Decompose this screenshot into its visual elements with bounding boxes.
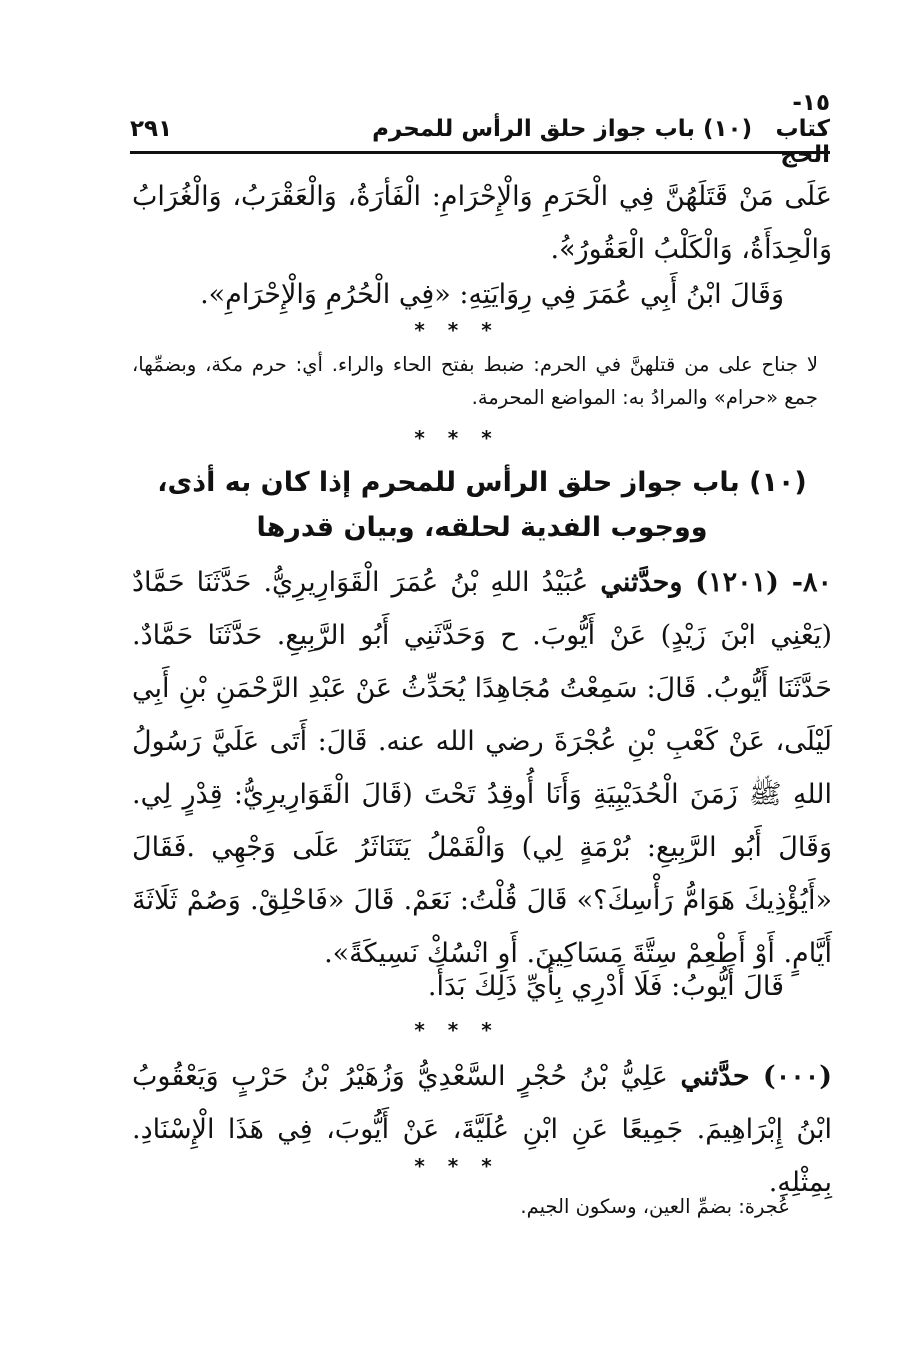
ayyub-comment: قَالَ أَيُّوبُ: فَلَا أَدْرِي بِأَيِّ ذَلِكَ بَدَأَ.	[427, 971, 784, 1002]
hadith-000-text: عَلِيُّ بْنُ حُجْرٍ السَّعْدِيُّ وَزُهَيْرُ بْنُ حَرْبٍ وَيَعْقُوبُ ابْنُ إِبْرَاهِيمَ. جَمِيعًا عَنِ ابْنِ عُلَيَّةَ، عَنْ أَيُّوبَ، فِي هَذَا الْإِسْنَادِ. بِمِثْلِهِ.	[132, 1061, 832, 1198]
chapter-heading-line2: ووجوب الفدية لحلقه، وبيان قدرها	[256, 512, 708, 543]
hadith-continuation: عَلَى مَنْ قَتَلَهُنَّ فِي الْحَرَمِ وَالْإِحْرَامِ: الْفَأرَةُ، وَالْعَقْرَبُ، وَالْغُرَابُ وَالْحِدَأَةُ، وَالْكَلْبُ الْعَقُورُ»ُ.	[132, 181, 832, 265]
section-divider: * * *	[414, 1018, 500, 1042]
section-divider: * * *	[414, 318, 500, 342]
hadith-000	[132, 1050, 832, 1209]
footnote-ujra: عُجرة: بضمِّ العين، وسكون الجيم.	[520, 1195, 790, 1218]
running-header	[130, 90, 830, 168]
chapter-heading-line1: (١٠) باب جواز حلق الرأس للمحرم إذا كان به أذى،	[157, 467, 807, 498]
hadith-80	[132, 556, 832, 980]
footnote-haram: لا جناح على من قتلهنَّ في الحرم: ضبط بفتح الحاء والراء. أي: حرم مكة، وبضمِّها، جمع «حرام» والمرادُ به: المواضع المحرمة.	[132, 353, 818, 409]
section-divider: * * *	[414, 426, 500, 450]
page-number: ٢٩١	[130, 116, 173, 142]
hadith-number: (٠٠٠) حدَّثني	[680, 1061, 832, 1092]
ibn-abi-umar-variant: وَقَالَ ابْنُ أَبِي عُمَرَ فِي رِوَايَتِهِ: «فِي الْحُرُمِ وَالْإِحْرَامِ».	[200, 279, 784, 310]
header-chapter-title: (١٠) باب جواز حلق الرأس للمحرم	[372, 116, 753, 142]
header-book-title: ١٥- كتاب الحج	[775, 90, 830, 168]
hadith-number: ٨٠- (١٢٠١) وحدَّثني	[600, 567, 832, 598]
header-rule	[130, 151, 830, 154]
hadith-80-text: عُبَيْدُ اللهِ بْنُ عُمَرَ الْقَوَارِيرِيُّ. حَدَّثَنَا حَمَّادٌ (يَعْنِي ابْنَ زَيْدٍ) عَنْ أَيُّوبَ. ح وَحَدَّثَنِي أَبُو الرَّبِيعِ. حَدَّثَنَا حَمَّادٌ. حَدَّثَنَا أَيُّوبُ. قَالَ: سَمِعْتُ مُجَاهِدًا يُحَدِّثُ عَنْ عَبْدِ الرَّحْمَنِ بْنِ أَبِي لَيْلَى، عَنْ كَعْبِ بْنِ عُجْرَةَ رضي الله عنه. قَالَ: أَتَى عَلَيَّ رَسُولُ اللهِ ﷺ زَمَنَ الْحُدَيْبِيَةِ وَأَنَا أُوقِدُ تَحْتَ (قَالَ الْقَوَارِيرِيُّ: قِدْرٍ لِي. وَقَالَ أَبُو الرَّبِيعِ: بُرْمَةٍ لِي) وَالْقَمْلُ يَتَنَاثَرُ عَلَى وَجْهِي .فَقَالَ «أَيُؤْذِيكَ هَوَامُّ رَأْسِكَ؟» قَالَ قُلْتُ: نَعَمْ. قَالَ «فَاحْلِقْ. وَصُمْ ثَلَاثَةَ أَيَّامٍ. أَوْ أَطْعِمْ سِتَّةَ مَسَاكِينَ. أَوِ انْسُكْ نَسِيكَةً».	[132, 567, 832, 969]
section-divider: * * *	[414, 1154, 500, 1178]
